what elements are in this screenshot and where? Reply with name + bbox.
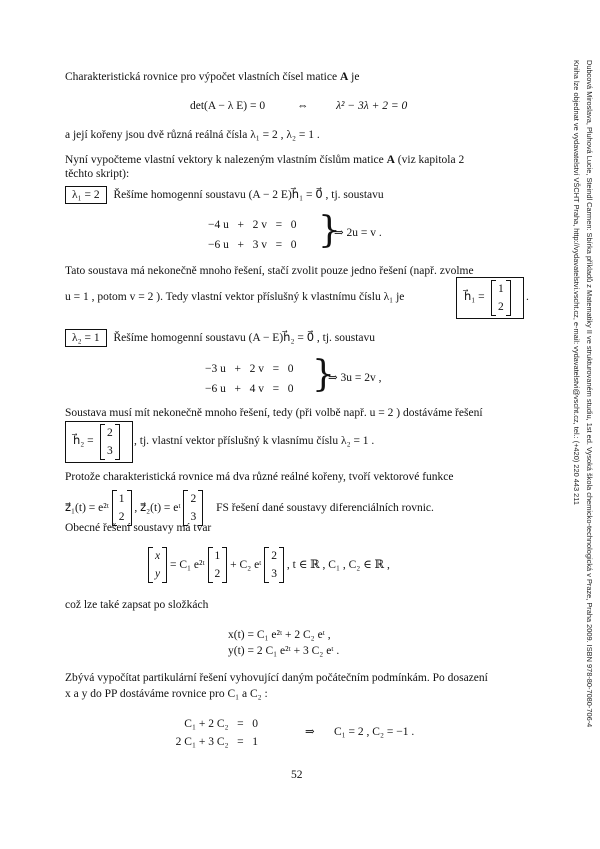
- general-solution-equation: [148, 547, 390, 583]
- p1-text: Charakteristická rovnice pro výpočet vlastních čísel matice: [65, 71, 338, 83]
- system2-row2: −6 u + 4 v = 0: [205, 383, 294, 395]
- paragraph-general-solution: Obecné řešení soustavy má tvar: [65, 522, 212, 534]
- system1: [208, 218, 296, 252]
- citation-line-2: Kniha lze objednat ve vydavatelství VŠCHT Praha, http://vydavatelstvi.vscht.cz, e-mail: vydavatelstvi@vscht.cz, tel.: (+420) 220 443 211: [572, 60, 581, 505]
- p3a: Nyní vypočteme vlastní vektory k nalezeným vlastním číslům matice: [65, 154, 384, 166]
- system1-row2: −6 u + 3 v = 0: [208, 239, 297, 251]
- z1-label: z⃗₁(t) = e²ᵗ: [65, 502, 109, 514]
- gen-tail: , t ∈ ℝ , C₁ , C₂ ∈ ℝ ,: [286, 559, 390, 571]
- eq-det-rhs: λ² − 3λ + 2 = 0: [336, 100, 408, 112]
- paragraph-lambda2-solution: Soustava musí mít nekonečně mnoho řešení, tedy (při volbě např. u = 2 ) dostáváme řešení: [65, 407, 483, 419]
- component-x: x(t) = C₁ e²ᵗ + 2 C₂ eᵗ ,: [228, 629, 331, 641]
- paragraph-eigenvectors-intro: [65, 153, 464, 167]
- p3b: (viz kapitola 2: [397, 154, 465, 166]
- equation-det: [190, 99, 407, 113]
- paragraph-infinite-solutions: Tato soustava má nekonečně mnoho řešení, stačí zvolit pouze jedno řešení (např. zvolme: [65, 265, 474, 277]
- z1-v2: 2: [118, 511, 125, 523]
- h1-v1: 1: [498, 283, 504, 295]
- h1-box: [456, 277, 524, 319]
- gen-eq2: + C₂ eᵗ: [230, 559, 262, 571]
- h2-v2: 3: [107, 445, 113, 457]
- eq-det-lhs: det(A − λ E) = 0: [190, 100, 266, 112]
- paragraph-particular-2: x a y do PP dostáváme rovnice pro C₁ a C₂ :: [65, 688, 268, 700]
- paragraph-characteristic-equation: [65, 70, 359, 84]
- system1-brace: }: [318, 210, 341, 251]
- h2-v1: 2: [107, 427, 113, 439]
- system2-row1: −3 u + 2 v = 0: [205, 363, 294, 375]
- system2-result: ⇒ 3u = 2v ,: [328, 372, 382, 384]
- paragraph-components: což lze také zapsat po složkách: [65, 599, 209, 611]
- h1-period: .: [526, 291, 529, 303]
- final-arrow: ⇒: [305, 726, 315, 738]
- h2-tail: , tj. vlastní vektor příslušný k vlasnímu číslu λ₂ = 1 .: [134, 435, 375, 447]
- final-result: C₁ = 2 , C₂ = −1 .: [334, 726, 415, 738]
- gen-y: y: [155, 568, 161, 580]
- eq-iff: ⇔: [296, 100, 309, 112]
- z2-label: , z⃗₂(t) = eᵗ: [134, 502, 181, 514]
- page-number: 52: [291, 769, 303, 781]
- matrix-a-bold: A: [339, 71, 349, 83]
- final-row1: C₁ + 2 C₂ = 0: [184, 718, 258, 730]
- z2-v2: 3: [190, 511, 197, 523]
- gen-vector-1: [208, 547, 228, 583]
- lambda1-system-intro: Řešíme homogenní soustavu (A − 2 E)h⃗₁ = 0⃗ , tj. soustavu: [113, 189, 384, 201]
- lambda2-box: λ₂ = 1: [65, 329, 107, 347]
- z2-v1: 2: [190, 493, 197, 505]
- system1-result: ⇒ 2u = v .: [334, 227, 382, 239]
- h1-v2: 2: [498, 301, 504, 313]
- xy-vector: [148, 547, 167, 583]
- final-row2: 2 C₁ + 3 C₂ = 1: [175, 736, 258, 748]
- h2-box: [65, 421, 133, 463]
- h1-vector: [491, 280, 511, 316]
- system2-brace: }: [312, 354, 335, 395]
- gen-v2-a: 2: [271, 550, 278, 562]
- lambda2-system-intro: Řešíme homogenní soustavu (A − E)h⃗₂ = 0⃗ , tj. soustavu: [113, 332, 376, 344]
- gen-v1-a: 1: [214, 550, 221, 562]
- h2-vector: [100, 424, 120, 460]
- gen-vector-2: [264, 547, 284, 583]
- p1-end: je: [351, 71, 360, 83]
- z1-v1: 1: [118, 493, 125, 505]
- gen-eq1: = C₁ e²ᵗ: [169, 559, 205, 571]
- system2: [205, 362, 293, 396]
- lambda1-box: λ₁ = 2: [65, 186, 107, 204]
- gen-v2-b: 3: [271, 568, 278, 580]
- system1-row1: −4 u + 2 v = 0: [208, 219, 297, 231]
- lambda2-section: [65, 329, 375, 347]
- gen-v1-b: 2: [214, 568, 221, 580]
- citation-line-1: Dubcová Miroslava, Pluhová Lucie, Steindl Carmen: Sbírka příkladů z Matematiky II ve strukturovaném studiu, 1st ed. Vysoká škola chemicko-technologická v Praze, Praha 2009. ISBN 978-80-7080-706-4: [585, 60, 594, 728]
- paragraph-eigenvectors-intro-2: těchto skript):: [65, 168, 130, 180]
- final-system: [164, 717, 258, 749]
- paragraph-particular: Zbývá vypočítat partikulární řešení vyhovující daným počátečním podmínkám. Po dosazení: [65, 672, 488, 684]
- component-y: y(t) = 2 C₁ e²ᵗ + 3 C₂ eᵗ .: [228, 645, 340, 657]
- h1-label: h⃗₁ =: [464, 291, 485, 303]
- paragraph-vector-functions: Protože charakteristická rovnice má dva různé reálné kořeny, tvoří vektorové funkce: [65, 471, 454, 483]
- citation-sidebar: [552, 60, 596, 820]
- h2-label: h⃗₂ =: [73, 435, 94, 447]
- fs-text: FS řešení dané soustavy diferenciálních rovnic.: [216, 502, 434, 514]
- paragraph-choose-u: u = 1 , potom v = 2 ). Tedy vlastní vektor příslušný k vlastnímu číslu λ₁ je: [65, 291, 405, 303]
- matrix-a-bold-2: A: [386, 154, 395, 166]
- gen-x: x: [155, 550, 161, 562]
- lambda1-section: [65, 186, 384, 204]
- paragraph-roots: a její kořeny jsou dvě různá reálná čísla λ₁ = 2 , λ₂ = 1 .: [65, 129, 320, 141]
